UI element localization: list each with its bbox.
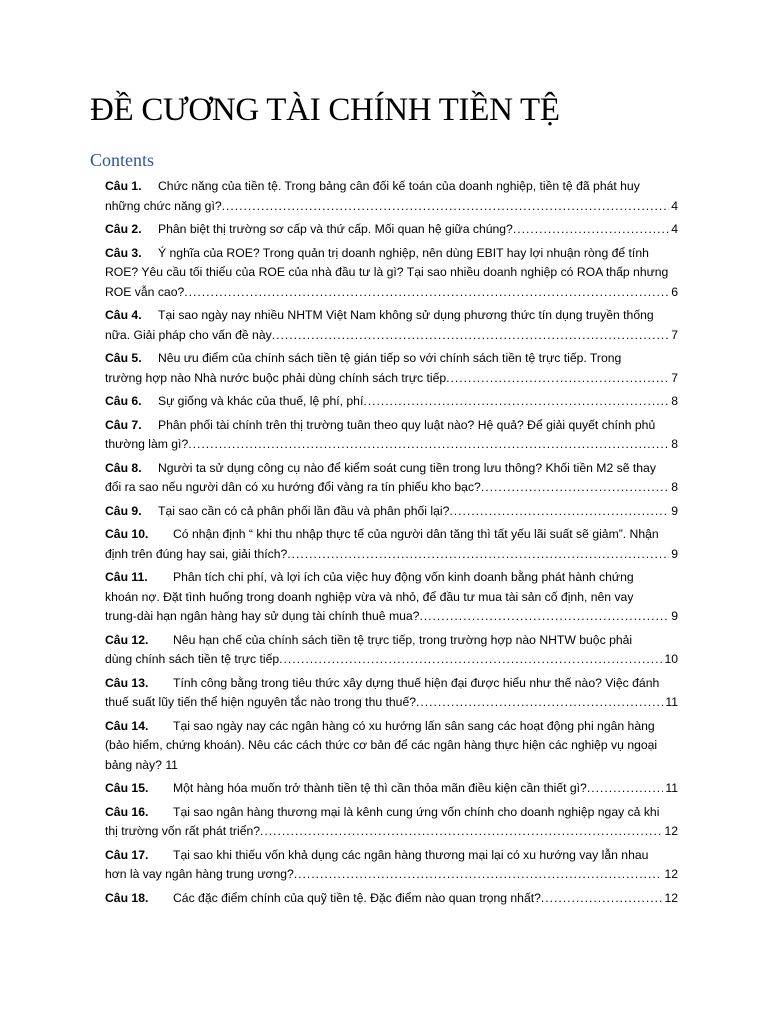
toc-entry-text: Câu 10. Có nhận định “ khi thu nhập thực tế của người dân tăng thì tất yếu lãi suất sẽ giảm”. Nhận — [105, 525, 678, 545]
toc-entry[interactable] — [105, 779, 678, 799]
toc-entry-page: 7 — [669, 326, 678, 346]
toc-entry-text: trung-dài hạn ngân hàng hay sử dụng tài chính thuê mua? . . . — [105, 607, 669, 627]
toc-entry-page: 12 — [662, 822, 678, 842]
toc-entry-text: Câu 4. Tại sao ngày nay nhiều NHTM Việt Nam không sử dụng phương thức tín dụng truyền thống — [105, 306, 678, 326]
toc-entry[interactable] — [105, 220, 678, 240]
toc-entry[interactable] — [105, 349, 678, 388]
toc-entry-text: thị trường vốn rất phát triển? . . . — [105, 822, 662, 842]
toc-entry-number: Câu 17. — [105, 847, 149, 862]
toc-entry-number: Câu 14. — [105, 718, 149, 733]
toc-heading: Contents — [90, 150, 155, 170]
toc-entry-text: Câu 17. Tại sao khi thiếu vốn khả dụng các ngân hàng thương mại lại có xu hướng vay lẫn nhau — [105, 846, 678, 866]
toc-entry[interactable] — [105, 846, 678, 885]
toc-entry-number: Câu 11. — [105, 570, 148, 584]
toc-entry-text: Câu 8. Người ta sử dụng công cụ nào để kiểm soát cung tiền trong lưu thông? Khối tiền M2 sẽ thay — [105, 459, 678, 479]
toc-entry-text: Câu 18. Các đặc điểm chính của quỹ tiền tệ. Đặc điểm nào quan trọng nhất? . . . — [105, 889, 662, 909]
toc-entry-text: (bảo hiểm, chứng khoán). Nêu các cách thức cơ bản để các ngân hàng thực hiện các nghiệp vụ ngoại — [105, 738, 658, 752]
toc-entry[interactable] — [105, 631, 678, 670]
toc-entry-number: Câu 15. — [105, 781, 149, 795]
toc-entry-text: những chức năng gì? . . . — [105, 197, 669, 217]
toc-entry-text: Câu 15. Một hàng hóa muốn trở thành tiền tệ thì cần thỏa mãn điều kiện cần thiết gì? . . . — [105, 779, 663, 799]
toc-entry-text: dùng chính sách tiền tệ trực tiếp . . . — [105, 650, 662, 670]
toc-entry-text: ROE vẫn cao? . . . — [105, 283, 669, 303]
toc-entry-text: Câu 5. Nêu ưu điểm của chính sách tiền tệ gián tiếp so với chính sách tiền tệ trực tiếp. Trong — [105, 349, 678, 369]
toc-entry-number: Câu 16. — [105, 804, 149, 819]
toc-entry-text: Câu 16. Tại sao ngân hàng thương mại là kênh cung ứng vốn chính cho doanh nghiệp ngay cả khi — [105, 803, 678, 823]
toc-entry-number: Câu 3. — [105, 245, 142, 260]
toc-entry-text: Câu 9. Tại sao cần có cả phân phối lần đầu và phân phối lại? . . . — [105, 502, 669, 522]
toc-entry-number: Câu 9. — [105, 503, 142, 518]
toc-entry-text: hơn là vay ngân hàng trung ương? . . . — [105, 865, 662, 885]
toc-entry-page: 8 — [669, 478, 678, 498]
toc-entry[interactable] — [105, 306, 678, 345]
toc-entry[interactable] — [105, 244, 678, 303]
toc-entry-page: 9 — [669, 502, 678, 522]
toc-entry[interactable] — [105, 717, 678, 776]
toc-entry-text: đổi ra sao nếu người dân có xu hướng đổi vàng ra tín phiếu kho bạc? . . . — [105, 478, 669, 498]
toc-entry-page: 6 — [669, 283, 678, 303]
toc-entry-text: Câu 3. Ý nghĩa của ROE? Trong quản trị doanh nghiệp, nên dùng EBIT hay lợi nhuận ròng để tính — [105, 244, 678, 264]
toc-entry-text: bảng này? 11 — [105, 757, 178, 772]
toc-entry-text: ROE? Yêu cầu tối thiểu của ROE của nhà đầu tư là gì? Tại sao nhiều doanh nghiệp có ROA thấp nhưng — [105, 265, 669, 279]
toc-entry[interactable] — [105, 525, 678, 564]
toc-entry-number: Câu 7. — [105, 417, 142, 432]
toc-entry-page: 4 — [669, 220, 678, 240]
toc-entry-number: Câu 18. — [105, 890, 149, 905]
toc-entry-text: nữa. Giải pháp cho vấn đề này . . . — [105, 326, 669, 346]
toc-entry-number: Câu 5. — [105, 351, 142, 365]
toc-entry-text: Câu 7. Phân phối tài chính trên thị trường tuân theo quy luật nào? Hệ quả? Để giải quyết chính phủ — [105, 416, 678, 436]
toc-entry-text: thường làm gì? . . . — [105, 435, 669, 455]
toc-entry-page: 7 — [669, 369, 678, 389]
toc-entry-text: Câu 13. Tính công bằng trong tiêu thức xây dựng thuế hiện đại được hiểu như thế nào? Việc đánh — [105, 674, 678, 694]
toc-entry-page: 4 — [669, 197, 678, 217]
toc-entry-text: Câu 6. Sự giống và khác của thuế, lệ phí, phí . . . — [105, 392, 669, 412]
toc-entry-text: khoán nợ. Đặt tình huống trong doanh nghiệp vừa và nhỏ, để đầu tư mua tài sản cố định, nên vay — [105, 589, 634, 604]
table-of-contents — [105, 177, 678, 912]
toc-entry-page: 11 — [663, 779, 678, 799]
toc-entry[interactable] — [105, 392, 678, 412]
toc-entry[interactable] — [105, 177, 678, 216]
toc-entry-number: Câu 12. — [105, 632, 149, 647]
toc-entry-text: thuế suất lũy tiến thể hiện nguyên tắc nào trong thu thuế? . . . — [105, 693, 663, 713]
toc-entry-number: Câu 10. — [105, 527, 149, 541]
toc-entry[interactable] — [105, 568, 678, 627]
toc-entry-text: định trên đúng hay sai, giải thích? . . . — [105, 545, 669, 565]
toc-entry-page: 8 — [669, 392, 678, 412]
toc-entry-page: 8 — [669, 435, 678, 455]
toc-entry-text: Câu 12. Nêu hạn chế của chính sách tiền tệ trực tiếp, trong trường hợp nào NHTW buộc phải — [105, 631, 678, 651]
toc-entry-page: 12 — [662, 865, 678, 885]
toc-entry-page: 9 — [669, 607, 678, 627]
toc-entry-number: Câu 4. — [105, 308, 142, 322]
document-title: ĐỀ CƯƠNG TÀI CHÍNH TIỀN TỆ — [90, 92, 560, 128]
toc-entry-text: Câu 11. Phân tích chi phí, và lợi ích của việc huy động vốn kinh doanh bằng phát hành chứng — [105, 568, 678, 588]
toc-entry-page: 11 — [663, 693, 678, 713]
toc-entry-text: Câu 1. Chức năng của tiền tệ. Trong bảng cân đối kế toán của doanh nghiệp, tiền tệ đã phát huy — [105, 177, 678, 197]
toc-entry[interactable] — [105, 459, 678, 498]
toc-entry-number: Câu 8. — [105, 460, 142, 475]
toc-entry-page: 10 — [662, 650, 678, 670]
toc-entry-text: Câu 2. Phân biệt thị trường sơ cấp và thứ cấp. Mối quan hệ giữa chúng? . . . — [105, 220, 669, 240]
toc-entry[interactable] — [105, 803, 678, 842]
toc-entry[interactable] — [105, 889, 678, 909]
toc-entry-page: 12 — [662, 889, 678, 909]
toc-entry-number: Câu 1. — [105, 179, 142, 193]
toc-entry-text: trường hợp nào Nhà nước buộc phải dùng chính sách trực tiếp . . . — [105, 369, 669, 389]
toc-entry-number: Câu 2. — [105, 222, 142, 236]
toc-entry-text: Câu 14. Tại sao ngày nay các ngân hàng có xu hướng lấn sân sang các hoạt động phi ngân hàng — [105, 717, 678, 737]
toc-entry[interactable] — [105, 416, 678, 455]
toc-entry-page: 9 — [669, 545, 678, 565]
toc-entry[interactable] — [105, 674, 678, 713]
toc-entry[interactable] — [105, 502, 678, 522]
toc-entry-number: Câu 13. — [105, 675, 149, 690]
toc-entry-number: Câu 6. — [105, 394, 142, 408]
